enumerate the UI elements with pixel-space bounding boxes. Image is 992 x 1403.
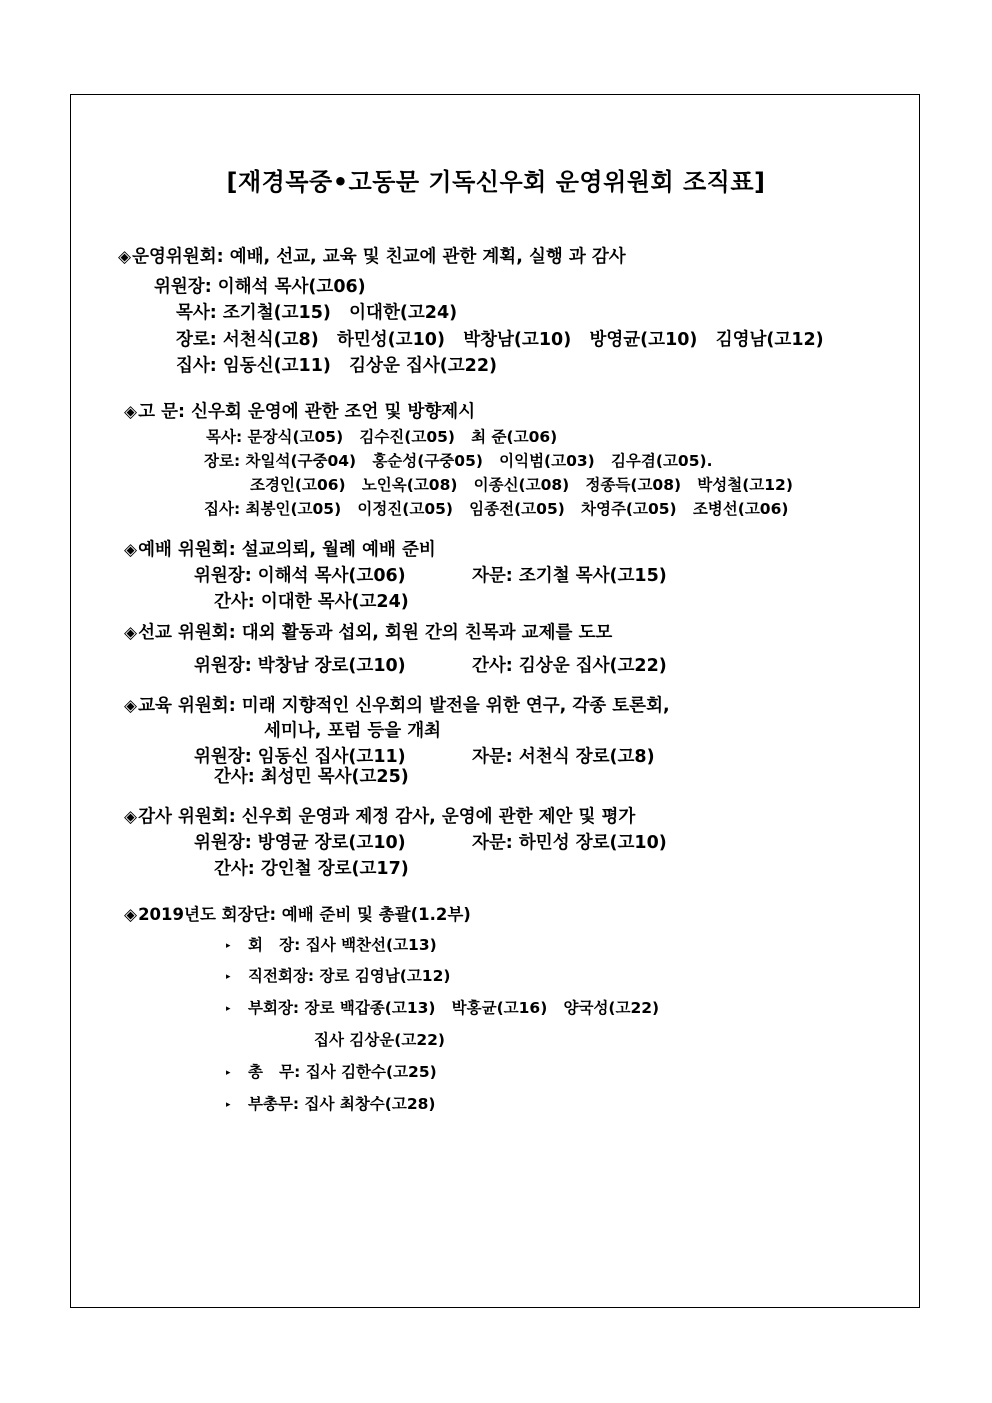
diamond-icon: ◈	[124, 905, 138, 925]
document-title: [재경목중•고동문 기독신우회 운영위원회 조직표]	[226, 168, 766, 196]
advisors-elders-2: 조경인(고06) 노인옥(고08) 이종신(고08) 정종득(고08) 박성철(고12)	[250, 476, 793, 494]
presidency-item-vice-president-cont: 집사 김상운(고22)	[314, 1031, 445, 1049]
presidency-item-past-president: ▸ 직전회장: 장로 김영남(고12)	[226, 967, 451, 985]
presidency-item-general-affairs: ▸ 총 무: 집사 김한수(고25)	[226, 1063, 437, 1081]
worship-advisor: 자문: 조기철 목사(고15)	[472, 566, 667, 586]
presidency-item-president: ▸ 회 장: 집사 백찬선(고13)	[226, 936, 437, 954]
mission-secretary: 간사: 김상운 집사(고22)	[472, 656, 667, 676]
advisors-heading: ◈고 문: 신우회 운영에 관한 조언 및 방향제시	[124, 402, 476, 422]
education-advisor: 자문: 서천식 장로(고8)	[472, 747, 655, 767]
education-secretary: 간사: 최성민 목사(고25)	[214, 767, 409, 787]
education-chair: 위원장: 임동신 집사(고11)	[194, 747, 406, 767]
worship-heading: ◈예배 위원회: 설교의뢰, 월례 예배 준비	[124, 540, 436, 560]
advisors-deacons: 집사: 최봉인(고05) 이정진(고05) 임종전(고05) 차영주(고05) 조병선(고06)	[204, 500, 789, 518]
diamond-icon: ◈	[124, 402, 138, 422]
bullet-icon: ▸	[226, 1004, 231, 1014]
steering-pastors: 목사: 조기철(고15) 이대한(고24)	[176, 303, 458, 323]
diamond-icon: ◈	[124, 540, 138, 560]
steering-chair: 위원장: 이해석 목사(고06)	[154, 277, 366, 297]
presidency-item-vice-president: ▸ 부회장: 장로 백갑종(고13) 박홍균(고16) 양국성(고22)	[226, 999, 660, 1017]
steering-heading: ◈운영위원회: 예배, 선교, 교육 및 친교에 관한 계획, 실행 과 감사	[118, 247, 626, 267]
presidency-item-vice-general-affairs: ▸ 부총무: 집사 최창수(고28)	[226, 1095, 436, 1113]
bullet-icon: ▸	[226, 941, 231, 951]
diamond-icon: ◈	[124, 623, 138, 643]
diamond-icon: ◈	[124, 807, 138, 827]
worship-chair: 위원장: 이해석 목사(고06)	[194, 566, 406, 586]
advisors-pastors: 목사: 문장식(고05) 김수진(고05) 최 준(고06)	[206, 428, 558, 446]
presidency-heading: ◈2019년도 회장단: 예배 준비 및 총괄(1.2부)	[124, 905, 471, 925]
mission-heading: ◈선교 위원회: 대외 활동과 섭외, 회원 간의 친목과 교제를 도모	[124, 623, 613, 643]
bullet-icon: ▸	[226, 1100, 231, 1110]
diamond-icon: ◈	[118, 247, 132, 267]
education-heading: ◈교육 위원회: 미래 지향적인 신우회의 발전을 위한 연구, 각종 토론회,	[124, 696, 670, 716]
advisors-elders-1: 장로: 차일석(구중04) 홍순성(구중05) 이익범(고03) 김우겸(고05).	[204, 452, 713, 470]
education-heading-cont: 세미나, 포럼 등을 개최	[264, 721, 442, 741]
audit-secretary: 간사: 강인철 장로(고17)	[214, 859, 409, 879]
audit-heading: ◈감사 위원회: 신우회 운영과 제정 감사, 운영에 관한 제안 및 평가	[124, 807, 636, 827]
audit-advisor: 자문: 하민성 장로(고10)	[472, 833, 667, 853]
steering-deacons: 집사: 임동신(고11) 김상운 집사(고22)	[176, 356, 498, 376]
worship-secretary: 간사: 이대한 목사(고24)	[214, 592, 409, 612]
bullet-icon: ▸	[226, 1068, 231, 1078]
bullet-icon: ▸	[226, 972, 231, 982]
steering-elders: 장로: 서천식(고8) 하민성(고10) 박창남(고10) 방영균(고10) 김영남(고12)	[176, 330, 824, 350]
mission-chair: 위원장: 박창남 장로(고10)	[194, 656, 406, 676]
audit-chair: 위원장: 방영균 장로(고10)	[194, 833, 406, 853]
diamond-icon: ◈	[124, 696, 138, 716]
